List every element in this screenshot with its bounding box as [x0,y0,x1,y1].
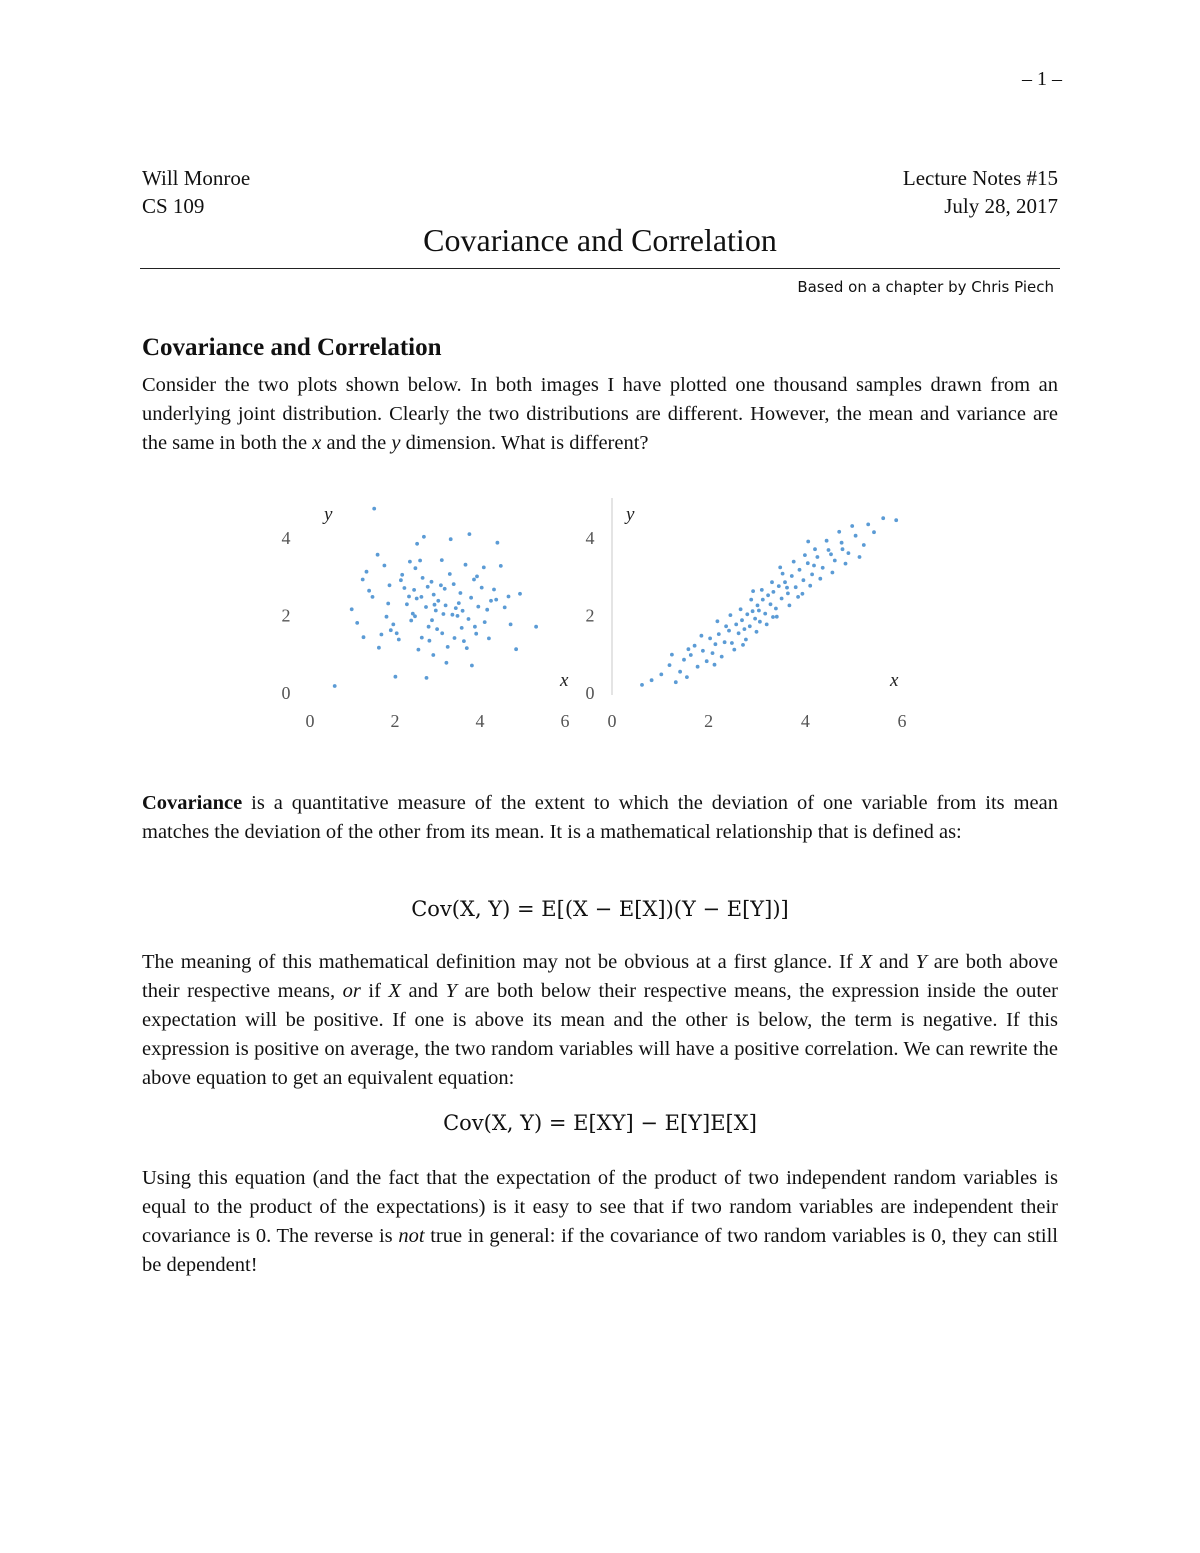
scatter-point [448,572,452,576]
scatter-point [837,530,841,534]
scatter-point [391,623,395,627]
scatter-point [751,609,755,613]
covariance-paragraph [142,789,1058,847]
scatter-point [831,571,835,575]
scatter-point [460,626,464,630]
header-course: CS 109 [142,194,205,218]
intro-paragraph [142,371,1058,458]
title-rule [140,268,1060,269]
scatter-point [844,562,848,566]
scatter-point [765,623,769,627]
scatter-point [862,543,866,547]
scatter-point [872,530,876,534]
scatter-figure [260,490,940,740]
scatter-point [640,683,644,687]
scatter-point [801,592,805,596]
scatter-point [518,592,522,596]
x-tick-label: 2 [390,711,400,731]
scatter-point [489,599,493,603]
scatter-point [424,605,428,609]
scatter-point [355,621,359,625]
scatter-point [858,555,862,559]
scatter-point [732,648,736,652]
scatter-point [781,572,785,576]
scatter-point [708,637,712,641]
meaning-var-x1: X [859,951,873,973]
scatter-point [464,563,468,567]
scatter-point [496,541,500,545]
scatter-point [696,665,700,669]
scatter-point [772,590,776,594]
scatter-point [720,655,724,659]
scatter-point [693,644,697,648]
scatter-point [748,624,752,628]
y-tick-label: 0 [585,683,595,703]
scatter-point [810,573,814,577]
scatter-point [461,609,465,613]
scatter-point [400,573,404,577]
independence-not: not [398,1225,425,1247]
header-date: July 28, 2017 [944,194,1058,218]
scatter-point [467,617,471,621]
scatter-point [761,598,765,602]
scatter-point [457,601,461,605]
scatter-point [426,585,430,589]
independence-text-a: Using this equation (and the fact that the expectation of the product of two independent random variables is equal to the product of the expectations) is it easy to see that if two random variables are independent their covariance is 0. The reverse is [142,1167,1058,1247]
scatter-point [724,624,728,628]
scatter-point [386,602,390,606]
scatter-point [449,537,453,541]
scatter-point [716,619,720,623]
x-tick-label: 0 [305,711,315,731]
intro-var-x: x [312,432,322,454]
scatter-point [469,596,473,600]
scatter-point [452,582,456,586]
scatter-point [456,614,460,618]
scatter-point [796,595,800,599]
scatter-point [425,676,429,680]
x-tick-label: 2 [704,711,714,731]
equation-covariance-definition: Cov(X, Y) = E[(X − E[X])(Y − E[Y])] [411,897,789,921]
scatter-point [428,639,432,643]
scatter-point [432,593,436,597]
scatter-point [803,553,807,557]
scatter-point [435,627,439,631]
scatter-plot-uncorrelated [282,504,570,731]
scatter-point [749,598,753,602]
scatter-point [778,566,782,570]
scatter-point [420,595,424,599]
scatter-point [494,598,498,602]
meaning-text-a: The meaning of this mathematical definition may not be obvious at a first glance. If [142,951,860,973]
x-tick-label: 6 [560,711,570,731]
header-author: Will Monroe [142,166,251,190]
intro-text-3: dimension. What is different? [400,432,649,454]
x-axis-label: x [560,670,569,691]
scatter-point [361,578,365,582]
attribution: Based on a chapter by Chris Piech [797,278,1054,296]
scatter-point [774,607,778,611]
meaning-var-y1: Y [915,951,927,973]
scatter-point [806,561,810,565]
scatter-point [399,578,403,582]
scatter-point [786,592,790,596]
scatter-point [777,584,781,588]
x-tick-label: 0 [607,711,617,731]
scatter-point [430,580,434,584]
scatter-point [453,636,457,640]
meaning-var-y2: Y [445,980,457,1002]
scatter-point [766,593,770,597]
y-tick-label: 2 [281,605,291,626]
scatter-point [682,658,686,662]
equation-covariance-alternative: Cov(X, Y) = E[XY] − E[Y]E[X] [443,1111,757,1135]
y-tick-label: 0 [281,683,291,703]
scatter-point [785,586,789,590]
scatter-point [445,661,449,665]
header-notes: Lecture Notes #15 [902,166,1058,190]
scatter-point [829,552,833,556]
scatter-point [650,678,654,682]
scatter-point [492,588,496,592]
scatter-point [476,605,480,609]
scatter-point [760,588,764,592]
scatter-point [854,534,858,538]
scatter-point [730,641,734,645]
scatter-point [444,604,448,608]
section-heading: Covariance and Correlation [142,334,442,361]
scatter-point [446,645,450,649]
scatter-point [422,535,426,539]
scatter-point [812,564,816,568]
scatter-point [755,630,759,634]
scatter-point [377,646,381,650]
scatter-point [790,574,794,578]
scatter-point [806,540,810,544]
scatter-point [668,663,672,667]
scatter-point [739,607,743,611]
scatter-point [442,612,446,616]
scatter-point [711,651,715,655]
scatter-point [434,609,438,613]
scatter-point [397,638,401,642]
meaning-text-e: and [400,980,446,1002]
scatter-point [744,638,748,642]
scatter-point [729,613,733,617]
scatter-point [659,673,663,677]
scatter-point [395,631,399,635]
scatter-point [362,635,366,639]
scatter-point [408,560,412,564]
scatter-point [350,607,354,611]
scatter-point [705,659,709,663]
scatter-point [894,518,898,522]
scatter-point [468,532,472,536]
scatter-point [403,586,407,590]
scatter-point [485,608,489,612]
independence-paragraph [142,1164,1058,1280]
y-tick-label: 4 [585,528,595,548]
scatter-point [816,555,820,559]
scatter-point [713,663,717,667]
scatter-point [480,586,484,590]
y-axis-label: y [324,504,333,525]
scatter-point [841,547,845,551]
y-tick-label: 4 [281,528,291,548]
scatter-point [473,625,477,629]
meaning-text-b: and [872,951,916,973]
scatter-point [745,612,749,616]
scatter-point [459,591,463,595]
scatter-point [430,618,434,622]
scatter-point [850,524,854,528]
scatter-point [421,576,425,580]
scatter-point [825,539,829,543]
scatter-point [757,609,761,613]
scatter-point [475,575,479,579]
scatter-point [689,653,693,657]
scatter-point [756,604,760,608]
covariance-term: Covariance [142,792,243,814]
scatter-point [388,583,392,587]
scatter-point [771,615,775,619]
scatter-point [678,670,682,674]
x-tick-label: 6 [897,711,907,731]
y-axis-label: y [626,504,635,525]
scatter-point [499,564,503,568]
scatter-point [483,620,487,624]
scatter-point [474,632,478,636]
scatter-point [788,604,792,608]
scatter-point [802,578,806,582]
x-tick-label: 4 [800,711,810,731]
scatter-point [751,589,755,593]
scatter-point [780,597,784,601]
scatter-point [808,584,812,588]
scatter-point [415,597,419,601]
scatter-point [840,541,844,545]
scatter-point [514,647,518,651]
scatter-point [482,566,486,570]
scatter-point [427,625,431,629]
scatter-point [674,680,678,684]
meaning-text-d: if [360,980,389,1002]
page-number: – 1 – [1022,68,1062,90]
scatter-point [670,653,674,657]
scatter-point [821,566,825,570]
scatter-point [372,507,376,511]
scatter-point [414,566,418,570]
scatter-point [792,560,796,564]
scatter-point [420,636,424,640]
scatter-point [714,642,718,646]
scatter-point [769,602,773,606]
scatter-point [365,570,369,574]
scatter-point [734,623,738,627]
scatter-point [407,595,411,599]
scatter-point [380,633,384,637]
scatter-point [770,580,774,584]
scatter-point [685,675,689,679]
scatter-point [775,615,779,619]
scatter-point [723,640,727,644]
scatter-point [503,606,507,610]
intro-text-1: Consider the two plots shown below. In both images I have plotted one thousand samples drawn from an underlying joint distribution. Clearly the two distributions are different. However, the mean and variance are the same in both the [142,374,1058,454]
scatter-point [440,558,444,562]
scatter-point [333,684,337,688]
scatter-point [462,639,466,643]
scatter-point [507,595,511,599]
y-tick-label: 2 [585,605,595,626]
scatter-point [383,564,387,568]
scatter-point [881,516,885,520]
scatter-point [394,675,398,679]
scatter-point [431,653,435,657]
scatter-point [737,631,741,635]
scatter-point [534,625,538,629]
scatter-point [418,559,422,563]
scatter-point [389,628,393,632]
scatter-plot-correlated [586,498,907,731]
scatter-point [763,612,767,616]
scatter-point [385,615,389,619]
scatter-point [454,606,458,610]
scatter-point [417,648,421,652]
scatter-point [367,589,371,593]
scatter-point [758,620,762,624]
scatter-point [439,583,443,587]
scatter-point [371,595,375,599]
scatter-point [818,577,822,581]
scatter-point [717,632,721,636]
scatter-point [409,619,413,623]
scatter-point [376,553,380,557]
meaning-var-x2: X [388,980,401,1002]
x-tick-label: 4 [475,711,485,731]
scatter-point [727,629,731,633]
document-title: Covariance and Correlation [423,222,777,258]
meaning-text-c: are both above their respective means, [142,951,1058,1002]
scatter-point [509,623,513,627]
scatter-point [701,649,705,653]
scatter-point [700,634,704,638]
scatter-point [794,585,798,589]
scatter-point [783,580,787,584]
scatter-point [465,646,469,650]
independence-text-b: true in general: if the covariance of two random variables is 0, they can still be dependent! [142,1225,1059,1276]
meaning-paragraph [142,948,1058,1093]
scatter-point [847,551,851,555]
scatter-point [813,547,817,551]
scatter-point [451,613,455,617]
scatter-point [827,548,831,552]
scatter-point [798,568,802,572]
meaning-or: or [342,980,361,1002]
scatter-point [443,587,447,591]
scatter-point [411,612,415,616]
scatter-point [415,542,419,546]
scatter-point [470,664,474,668]
covariance-text: is a quantitative measure of the extent to which the deviation of one variable from its mean matches the deviation of the other from its mean. It is a mathematical relationship that is defined as: [142,792,1058,843]
scatter-point [436,599,440,603]
scatter-point [833,559,837,563]
scatter-point [412,588,416,592]
x-axis-label: x [890,670,899,691]
scatter-point [741,643,745,647]
scatter-point [866,523,870,527]
scatter-point [740,618,744,622]
scatter-point [487,637,491,641]
scatter-point [405,602,409,606]
scatter-point [472,578,476,582]
scatter-point [433,603,437,607]
scatter-point [440,631,444,635]
intro-var-y: y [391,432,401,454]
intro-text-2: and the [321,432,392,454]
meaning-text-f: are both below their respective means, the expression inside the outer expectation will be positive. If one is above its mean and the other is below, the term is negative. If this expression is positive on average, the two random variables will have a positive correlation. We can rewrite the above equation to get an equivalent equation: [142,980,1059,1089]
scatter-point [743,627,747,631]
scatter-point [753,617,757,621]
scatter-point [687,647,691,651]
